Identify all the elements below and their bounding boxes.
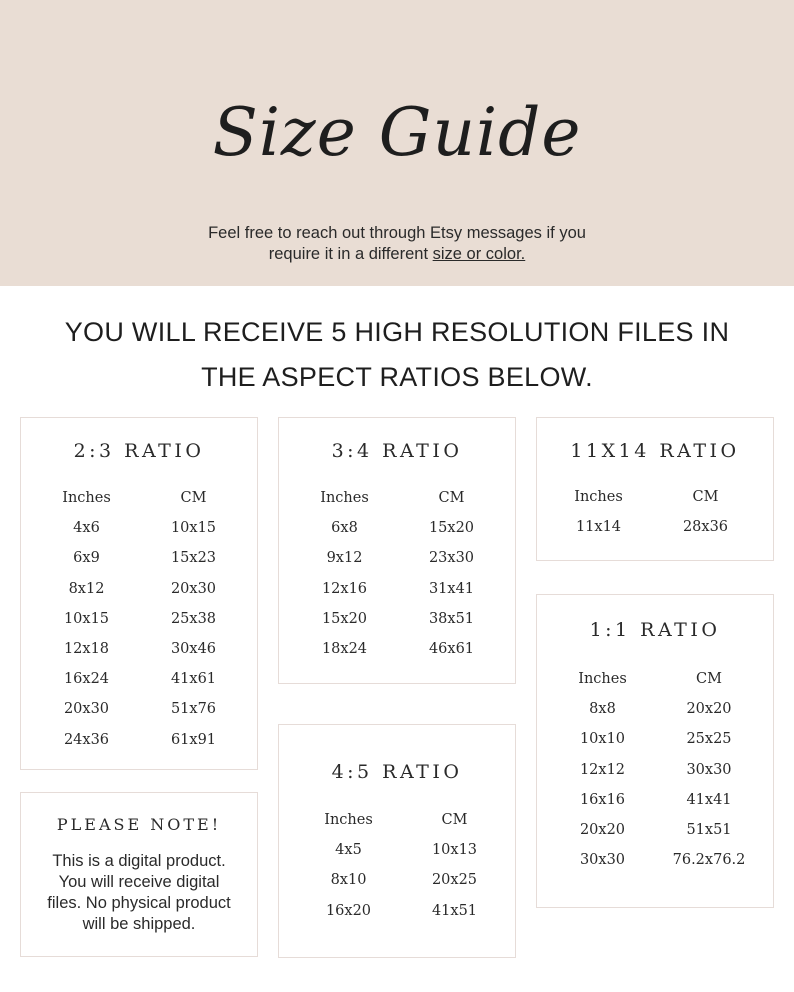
cm-column: [156, 483, 231, 755]
size-cm: 15x23: [170, 550, 217, 567]
ratio-title: 2:3 RATIO: [73, 440, 205, 462]
page-title: Size Guide: [212, 94, 582, 171]
size-inches: 10x10: [579, 731, 626, 748]
note-card: [20, 792, 258, 957]
size-inches: 20x20: [579, 821, 626, 838]
size-inches: 4x5: [335, 842, 362, 859]
size-cm: 76.2x76.2: [672, 852, 746, 869]
note-body: [31, 851, 247, 935]
column-header-inches: Inches: [320, 490, 369, 506]
size-cm: 25x25: [686, 731, 732, 748]
size-or-color-link[interactable]: size or color.: [432, 245, 526, 263]
size-inches: 18x24: [321, 640, 368, 657]
size-inches: 11x14: [575, 519, 622, 536]
size-cm: 28x36: [682, 519, 729, 536]
size-inches: 16x24: [63, 671, 110, 688]
ratio-card-4x5: [278, 724, 516, 958]
cm-column: [417, 805, 492, 926]
cm-column: [659, 664, 759, 875]
size-inches: 12x12: [579, 761, 626, 778]
size-cm: 41x41: [686, 791, 732, 808]
headline-line2: THE ASPECT RATIOS BELOW.: [201, 362, 593, 392]
size-cm: 61x91: [170, 731, 217, 748]
size-cm: 10x15: [170, 520, 217, 537]
size-cm: 30x30: [686, 761, 732, 778]
ratio-card-3x4: [278, 417, 516, 684]
column-header-cm: CM: [692, 489, 719, 505]
ratio-card-11x14: [536, 417, 774, 561]
ratio-title: 11X14 RATIO: [570, 440, 740, 462]
column-header-inches: Inches: [324, 812, 373, 828]
ratio-title: 1:1 RATIO: [589, 619, 721, 641]
inches-column: [49, 483, 124, 755]
hero-subtitle-line1: Feel free to reach out through Etsy messages if you: [208, 224, 586, 242]
size-inches: 16x20: [325, 902, 372, 919]
size-inches: 6x9: [73, 550, 100, 567]
size-cm: 51x51: [686, 821, 732, 838]
size-cm: 46x61: [428, 640, 475, 657]
size-cm: 30x46: [170, 640, 217, 657]
size-inches: 6x8: [331, 520, 358, 537]
size-cm: 23x30: [428, 550, 475, 567]
size-inches: 12x16: [321, 580, 368, 597]
size-cm: 10x13: [431, 842, 478, 859]
hero-subtitle-line2-text: require it in a different: [268, 245, 433, 263]
cm-column: [414, 483, 489, 664]
column-header-cm: CM: [696, 671, 722, 687]
size-cm: 20x30: [170, 580, 217, 597]
size-cm: 20x25: [431, 872, 478, 889]
hero-subtitle: [0, 223, 794, 265]
ratio-title: 4:5 RATIO: [331, 761, 463, 783]
note-line: This is a digital product.: [52, 852, 226, 870]
column-header-cm: CM: [438, 490, 465, 506]
size-inches: 8x12: [68, 580, 105, 597]
size-inches: 8x10: [330, 872, 367, 889]
note-line: files. No physical product: [47, 894, 231, 912]
size-cm: 20x20: [686, 701, 732, 718]
hero-banner: [0, 0, 794, 286]
size-inches: 12x18: [63, 640, 110, 657]
size-inches: 30x30: [579, 852, 626, 869]
inches-column: [311, 805, 386, 926]
note-line: will be shipped.: [82, 915, 196, 933]
size-cm: 51x76: [170, 701, 217, 718]
size-inches: 20x30: [63, 701, 110, 718]
ratio-card-2x3: [20, 417, 258, 770]
column-header-cm: CM: [180, 490, 207, 506]
column-header-inches: Inches: [62, 490, 111, 506]
column-header-inches: Inches: [578, 671, 627, 687]
column-header-inches: Inches: [574, 489, 623, 505]
size-inches: 24x36: [63, 731, 110, 748]
size-inches: 8x8: [589, 701, 616, 718]
size-inches: 10x15: [63, 610, 110, 627]
size-cm: 31x41: [428, 580, 475, 597]
size-cm: 25x38: [170, 610, 217, 627]
inches-column: [561, 482, 636, 542]
ratio-title: 3:4 RATIO: [331, 440, 463, 462]
headline-line1: YOU WILL RECEIVE 5 HIGH RESOLUTION FILES IN: [64, 317, 730, 347]
inches-column: [307, 483, 382, 664]
size-cm: 41x61: [170, 671, 217, 688]
inches-column: [565, 664, 640, 875]
size-inches: 16x16: [579, 791, 626, 808]
column-header-cm: CM: [441, 812, 468, 828]
note-line: You will receive digital: [58, 873, 220, 891]
hero-subtitle-line2: [0, 244, 794, 265]
size-cm: 15x20: [428, 520, 475, 537]
note-title: PLEASE NOTE!: [56, 815, 222, 834]
size-cm: 38x51: [428, 610, 475, 627]
headline: [0, 310, 794, 400]
cm-column: [668, 482, 743, 542]
size-inches: 15x20: [321, 610, 368, 627]
ratio-card-1x1: [536, 594, 774, 908]
size-inches: 4x6: [73, 520, 100, 537]
size-inches: 9x12: [326, 550, 363, 567]
size-cm: 41x51: [431, 902, 478, 919]
